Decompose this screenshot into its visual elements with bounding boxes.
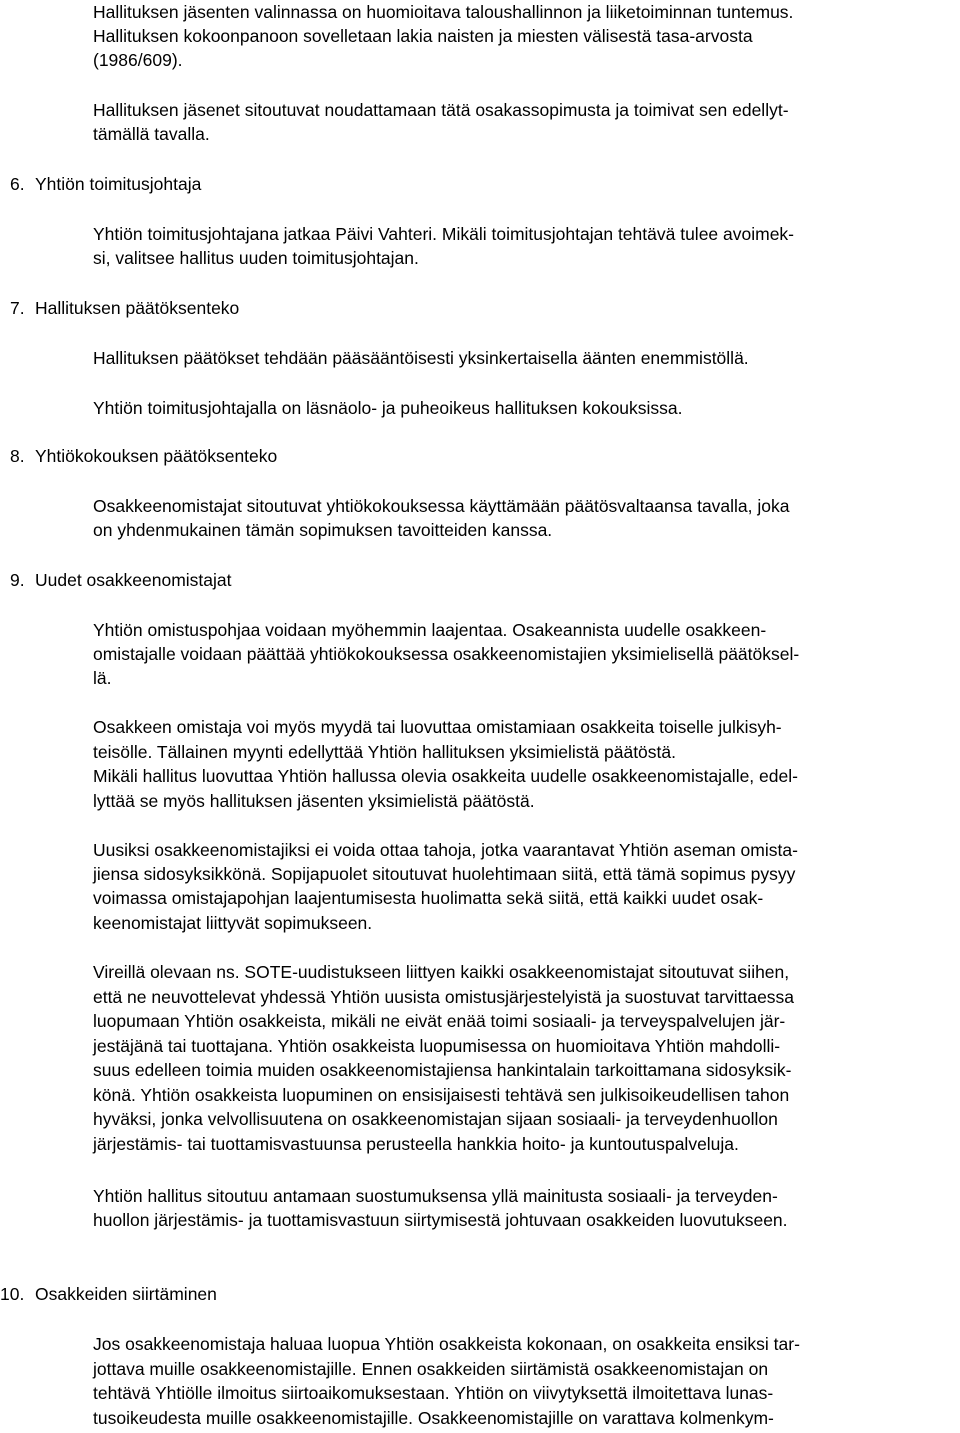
section-title: Osakkeiden siirtäminen xyxy=(35,1284,217,1304)
commitment-line: Hallituksen jäsenet sitoutuvat noudattamaan tätä osakassopimusta ja toimivat sen edellyt- xyxy=(93,100,789,120)
section-title: Yhtiökokouksen päätöksenteko xyxy=(35,446,278,466)
section-number: 7. xyxy=(10,298,25,318)
paragraph-line: suus edelleen toimia muiden osakkeenomistajiensa hankintalain tarkoittamana sidosyksik- xyxy=(93,1060,792,1080)
paragraph-line: keenomistajat liittyvät sopimukseen. xyxy=(93,913,373,933)
paragraph-line: Osakkeenomistajat sitoutuvat yhtiökokouksessa käyttämään päätösvaltaansa tavalla, joka xyxy=(93,496,790,516)
paragraph-line: Uusiksi osakkeenomistajiksi ei voida ottaa tahoja, jotka vaarantavat Yhtiön aseman omista- xyxy=(93,840,798,860)
paragraph-line: Vireillä olevaan ns. SOTE-uudistukseen liittyen kaikki osakkeenomistajat sitoutuvat siihen, xyxy=(93,962,790,982)
paragraph-line: voimassa omistajapohjan laajentumisesta huolimatta sekä siitä, että kaikki uudet osak- xyxy=(93,888,764,908)
paragraph-line: tehtävä Yhtiölle ilmoitus siirtoaikomuksestaan. Yhtiön on viivytyksettä ilmoitettava lunas- xyxy=(93,1383,774,1403)
paragraph-line: hyväksi, jonka velvollisuutena on osakkeenomistajan sijaan sosiaali- ja terveydenhuollon xyxy=(93,1109,778,1129)
paragraph-line: Mikäli hallitus luovuttaa Yhtiön hallussa olevia osakkeita uudelle osakkeenomistajalle, edel- xyxy=(93,766,798,786)
paragraph-line: huollon järjestämis- ja tuottamisvastuun siirtymisestä johtuvaan osakkeiden luovutukseen. xyxy=(93,1210,788,1230)
section-number: 8. xyxy=(10,446,25,466)
paragraph-line: Jos osakkeenomistaja haluaa luopua Yhtiön osakkeista kokonaan, on osakkeita ensiksi tar- xyxy=(93,1334,800,1354)
section-title: Yhtiön toimitusjohtaja xyxy=(35,174,202,194)
paragraph-line: on yhdenmukainen tämän sopimuksen tavoitteiden kanssa. xyxy=(93,520,553,540)
paragraph-line: että ne neuvottelevat yhdessä Yhtiön uusista omistusjärjestelyistä ja suostuvat tarvittaessa xyxy=(93,987,795,1007)
paragraph-line: Yhtiön omistuspohjaa voidaan myöhemmin laajentaa. Osakeannista uudelle osakkeen- xyxy=(93,620,767,640)
paragraph-line: jestäjänä tai tuottajana. Yhtiön osakkeista luopumisessa on huomioitava Yhtiön mahdolli- xyxy=(93,1036,781,1056)
section-title: Hallituksen päätöksenteko xyxy=(35,298,240,318)
paragraph-line: jiensa sidosyksikkönä. Sopijapuolet sitoutuvat huolehtimaan siitä, että tämä sopimus pysyy xyxy=(93,864,796,884)
paragraph-line: jottava muille osakkeenomistajille. Ennen osakkeiden siirtämistä osakkeenomistajan on xyxy=(93,1359,769,1379)
paragraph-line: tusoikeudesta muille osakkeenomistajille. Osakkeenomistajille on varattava kolmenkym- xyxy=(93,1408,774,1428)
paragraph-line: omistajalle voidaan päättää yhtiökokouksessa osakkeenomistajien yksimielisellä päätöksel- xyxy=(93,644,800,664)
paragraph-line: lä. xyxy=(93,668,112,688)
paragraph-line: Yhtiön toimitusjohtajalla on läsnäolo- ja puheoikeus hallituksen kokouksissa. xyxy=(93,398,683,418)
paragraph-line: luopumaan Yhtiön osakkeista, mikäli ne eivät enää toimi sosiaali- ja terveyspalvelujen jär- xyxy=(93,1011,786,1031)
paragraph-line: järjestämis- tai tuottamisvastuunsa perusteella hankkia hoito- ja kuntoutuspalveluja. xyxy=(93,1134,739,1154)
section-title: Uudet osakkeenomistajat xyxy=(35,570,232,590)
paragraph-line: Hallituksen päätökset tehdään pääsääntöisesti yksinkertaisella äänten enemmistöllä. xyxy=(93,348,749,368)
paragraph-line: teisölle. Tällainen myynti edellyttää Yhtiön hallituksen yksimielistä päätöstä. xyxy=(93,742,676,762)
paragraph-line: Osakkeen omistaja voi myös myydä tai luovuttaa omistamiaan osakkeita toiselle julkisyh- xyxy=(93,717,782,737)
paragraph-line: si, valitsee hallitus uuden toimitusjohtajan. xyxy=(93,248,419,268)
intro-line: Hallituksen kokoonpanoon sovelletaan lakia naisten ja miesten välisestä tasa-arvosta xyxy=(93,26,753,46)
paragraph-line: könä. Yhtiön osakkeista luopuminen on ensisijaisesti tehtävä sen julkisoikeudellisen tahon xyxy=(93,1085,790,1105)
paragraph-line: lyttää se myös hallituksen jäsenten yksimielistä päätöstä. xyxy=(93,791,535,811)
section-number: 10. xyxy=(0,1284,25,1304)
intro-line: Hallituksen jäsenten valinnassa on huomioitava taloushallinnon ja liiketoiminnan tuntemus. xyxy=(93,2,794,22)
section-number: 9. xyxy=(10,570,25,590)
intro-line: (1986/609). xyxy=(93,50,183,70)
paragraph-line: Yhtiön hallitus sitoutuu antamaan suostumuksensa yllä mainitusta sosiaali- ja terveyden- xyxy=(93,1186,778,1206)
commitment-line: tämällä tavalla. xyxy=(93,124,210,144)
paragraph-line: Yhtiön toimitusjohtajana jatkaa Päivi Vahteri. Mikäli toimitusjohtajan tehtävä tulee avoimek- xyxy=(93,224,795,244)
section-number: 6. xyxy=(10,174,25,194)
